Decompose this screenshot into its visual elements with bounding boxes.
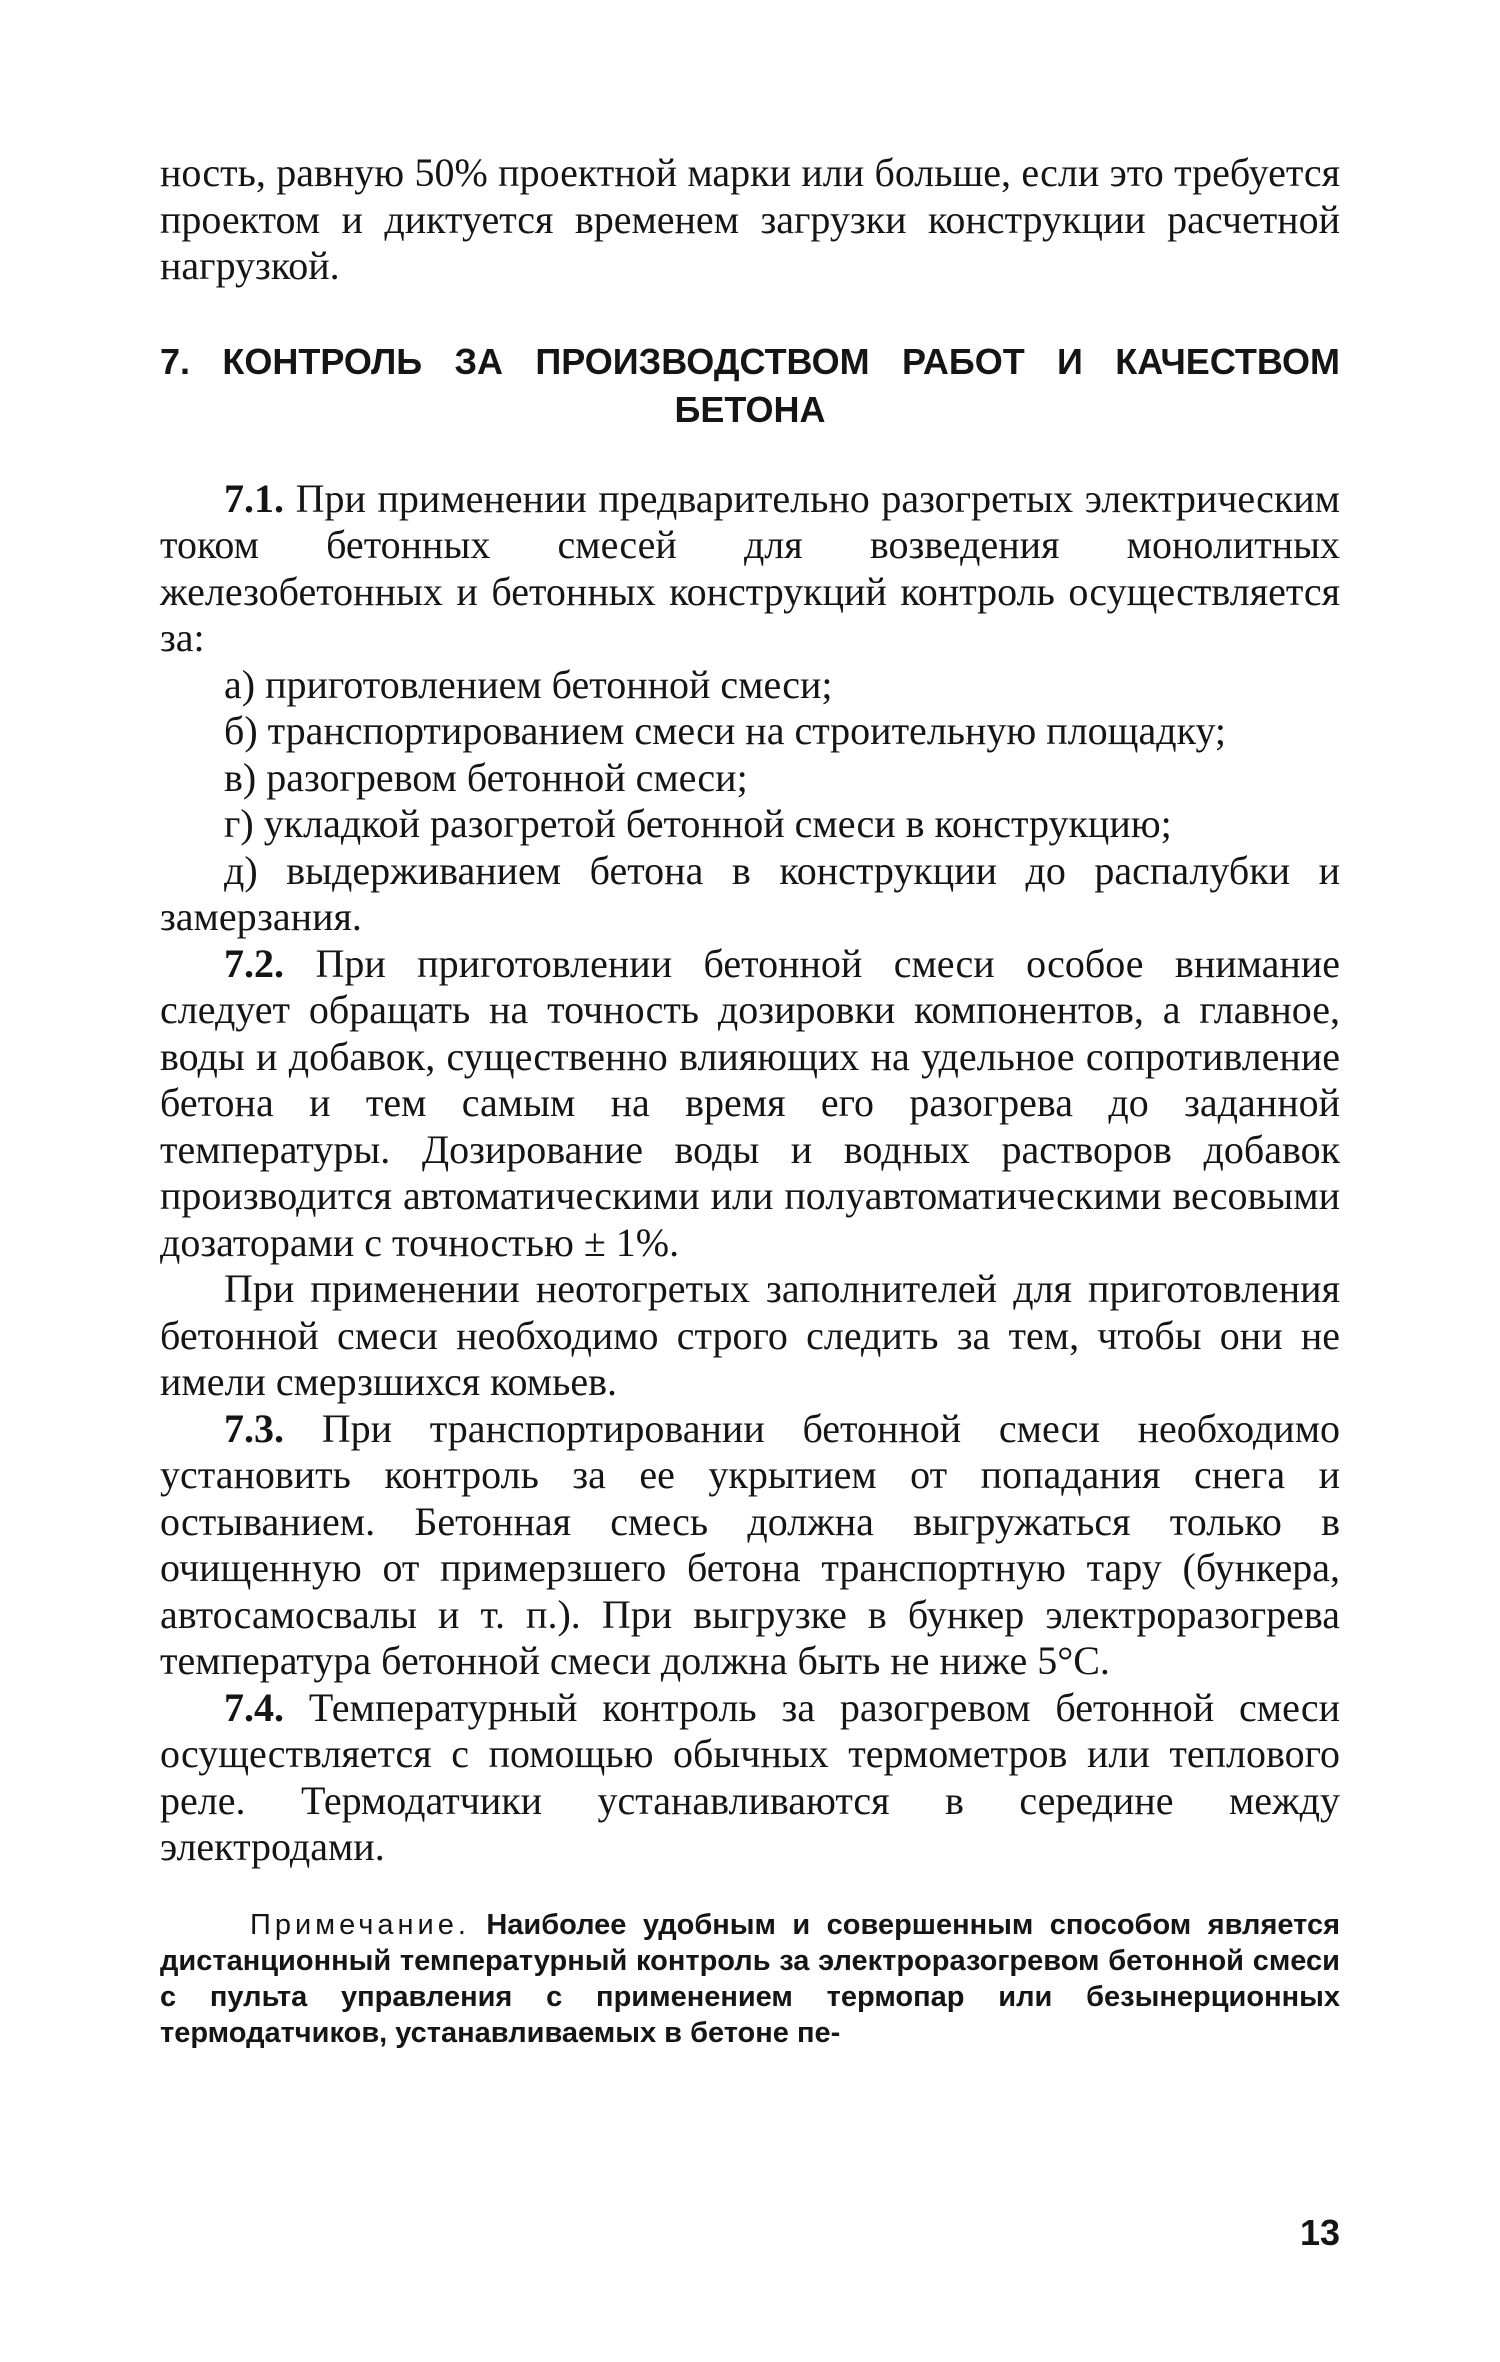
section-heading-line1: 7. КОНТРОЛЬ ЗА ПРОИЗВОДСТВОМ РАБОТ И КАЧЕСТВОМ bbox=[160, 340, 1340, 382]
intro-paragraph: ность, равную 50% проектной марки или больше, если это требуется проектом и диктуется временем загрузки конструкции расчетной нагрузкой. bbox=[160, 150, 1340, 288]
paragraph-number: 7.2. bbox=[224, 940, 284, 986]
paragraph-7-4 bbox=[160, 1685, 1340, 1871]
paragraph-text: Температурный контроль за разогревом бетонной смеси осуществляется с помощью обычных термометров или теплового реле. Термодатчики устанавливаются в середине между электродами. bbox=[160, 1684, 1341, 1869]
paragraph-number: 7.3. bbox=[224, 1405, 284, 1451]
paragraph-text: При применении предварительно разогретых электрическим током бетонных смесей для возведения монолитных железобетонных и бетонных конструкций контроль осуществляется за: bbox=[160, 475, 1340, 660]
section-heading-line2: БЕТОНА bbox=[674, 388, 826, 430]
paragraph-7-1 bbox=[160, 476, 1340, 662]
list-item: в) разогревом бетонной смеси; bbox=[224, 754, 748, 800]
list-item: а) приготовлением бетонной смеси; bbox=[224, 661, 833, 707]
list-item: б) транспортированием смеси на строительную площадку; bbox=[224, 708, 1227, 753]
paragraph-number: 7.4. bbox=[224, 1684, 284, 1730]
paragraph-7-3 bbox=[160, 1406, 1340, 1685]
section-heading bbox=[160, 338, 1340, 434]
list-item: г) укладкой разогретой бетонной смеси в конструкцию; bbox=[224, 801, 1172, 846]
page-number: 13 bbox=[1299, 2212, 1340, 2253]
note-label: Примечание. bbox=[250, 1908, 470, 1941]
note-text: Наиболее удобным и совершенным способом является дистанционный температурный контроль за электроразогревом бетонной смеси с пульта управления с применением термопар или безынерционных термодатчиков, устанавливаемых в бетоне пе- bbox=[160, 1908, 1340, 2049]
paragraph-7-2 bbox=[160, 941, 1340, 1267]
page-body bbox=[160, 150, 1340, 2080]
list-item: д) выдерживанием бетона в конструкции до распалубки и замерзания. bbox=[160, 847, 1340, 939]
footnote-remark bbox=[160, 1907, 1340, 2051]
paragraph-number: 7.1. bbox=[224, 475, 284, 521]
paragraph-text: При транспортировании бетонной смеси необходимо установить контроль за ее укрытием от попадания снега и остыванием. Бетонная смесь должна выгружаться только в очищенную от примерзшего бетона транспортную тару (бункера, автосамосвалы и т. п.). При выгрузке в бункер электроразогрева температура бетонной смеси должна быть не ниже 5°С. bbox=[160, 1405, 1341, 1683]
paragraph-7-2-continued: При применении неотогретых заполнителей для приготовления бетонной смеси необходимо строго следить за тем, чтобы они не имели смерзшихся комьев. bbox=[160, 1266, 1340, 1404]
paragraph-text: При приготовлении бетонной смеси особое внимание следует обращать на точность дозировки компонентов, а главное, воды и добавок, существенно влияющих на удельное сопротивление бетона и тем самым на время его разогрева до заданной температуры. Дозирование воды и водных растворов добавок производится автоматическими или полуавтоматическими весовыми дозаторами с точностью ± 1%. bbox=[160, 940, 1340, 1265]
